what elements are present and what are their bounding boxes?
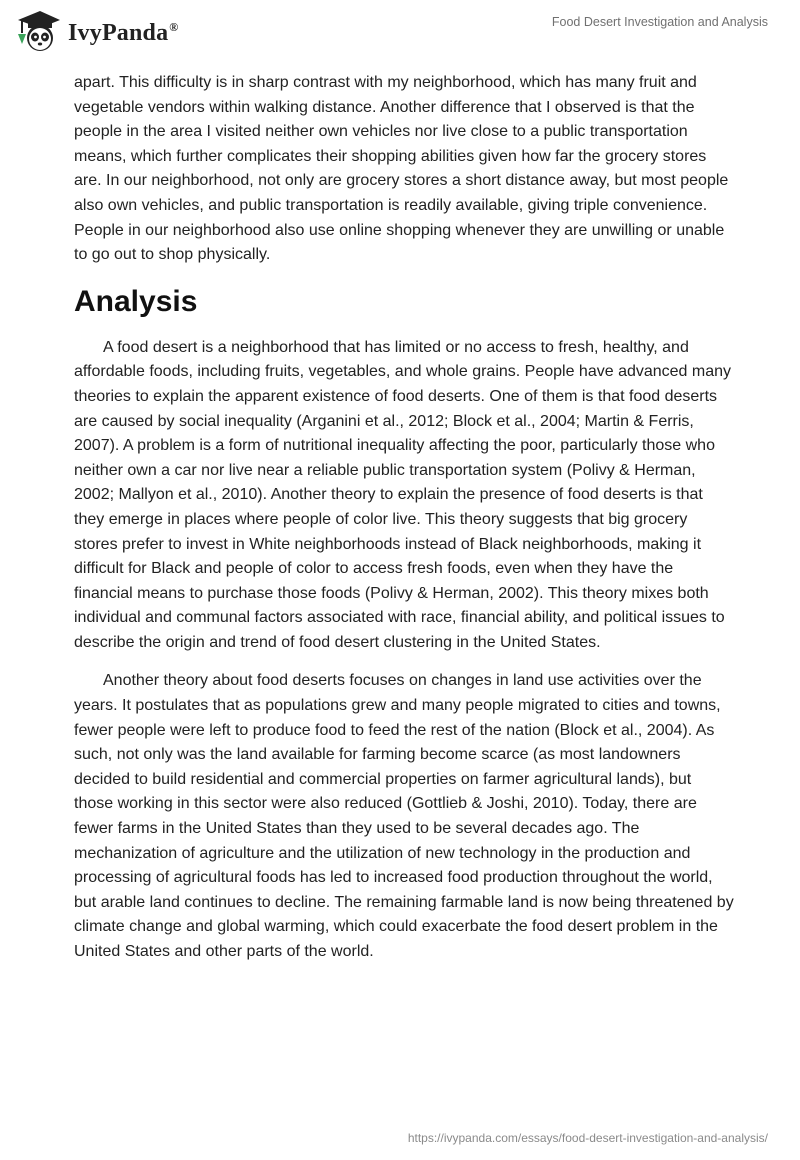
analysis-paragraph: A food desert is a neighborhood that has limited or no access to fresh, healthy, and affordable foods, including fruits, vegetables, and whole grains. People have advanced many theories to explain the apparent existence of food deserts. One of them is that food deserts are caused by social inequality (Arganini et al., 2012; Block et al., 2004; Martin & Ferris, 2007). A problem is a form of nutritional inequality affecting the poor, particularly those who neither own a car nor live near a reliable public transportation system (Polivy & Herman, 2002; Mallyon et al., 2010). Another theory to explain the presence of food deserts is that they emerge in places where people of color live. This theory suggests that big grocery stores prefer to invest in White neighborhoods instead of Black neighborhoods, making it difficult for Black and people of color to access fresh foods, even when they have the financial means to purchase those foods (Polivy & Herman, 2002). This theory mixes both individual and communal factors associated with race, financial ability, and political issues to describe the origin and trend of food desert clustering in the United States. [74, 338, 732, 651]
brand-name: IvyPanda® [68, 19, 179, 46]
document-title: Food Desert Investigation and Analysis [551, 15, 768, 29]
page-header [0, 0, 800, 66]
ivypanda-logo[interactable] [14, 8, 178, 54]
panda-graduate-icon [14, 8, 62, 54]
essay-body [74, 71, 734, 979]
source-url[interactable]: https://ivypanda.com/essays/food-desert-investigation-and-analysis/ [407, 1131, 768, 1145]
section-heading-analysis: Analysis [74, 284, 198, 318]
analysis-paragraph: Another theory about food deserts focuses on changes in land use activities over the years. It postulates that as populations grew and many people migrated to cities and towns, fewer people were left to produce food to feed the rest of the nation (Block et al., 2004). As such, not only was the land available for farming become scarce (as most landowners decided to build residential and commercial properties on farmer agricultural lands), but those working in this sector were also reduced (Gottlieb & Joshi, 2010). Today, there are fewer farms in the United States than they used to be several decades ago. The mechanization of agriculture and the utilization of new technology in the production and processing of agricultural foods has led to increased food production throughout the world, but arable land continues to decline. The remaining farmable land is now being threatened by climate change and global warming, which could exacerbate the food desert problem in the United States and other parts of the world. [74, 672, 734, 960]
intro-paragraph: apart. This difficulty is in sharp contrast with my neighborhood, which has many fruit and vegetable vendors within walking distance. Another difference that I observed is that the people in the area I visited neither own vehicles nor live close to a public transportation means, which further complicates their shopping abilities given how far the grocery stores are. In our neighborhood, not only are grocery stores a short distance away, but most people also own vehicles, and public transportation is readily available, giving triple convenience. People in our neighborhood also use online shopping whenever they are unwilling or unable to go out to shop physically. [74, 74, 729, 264]
